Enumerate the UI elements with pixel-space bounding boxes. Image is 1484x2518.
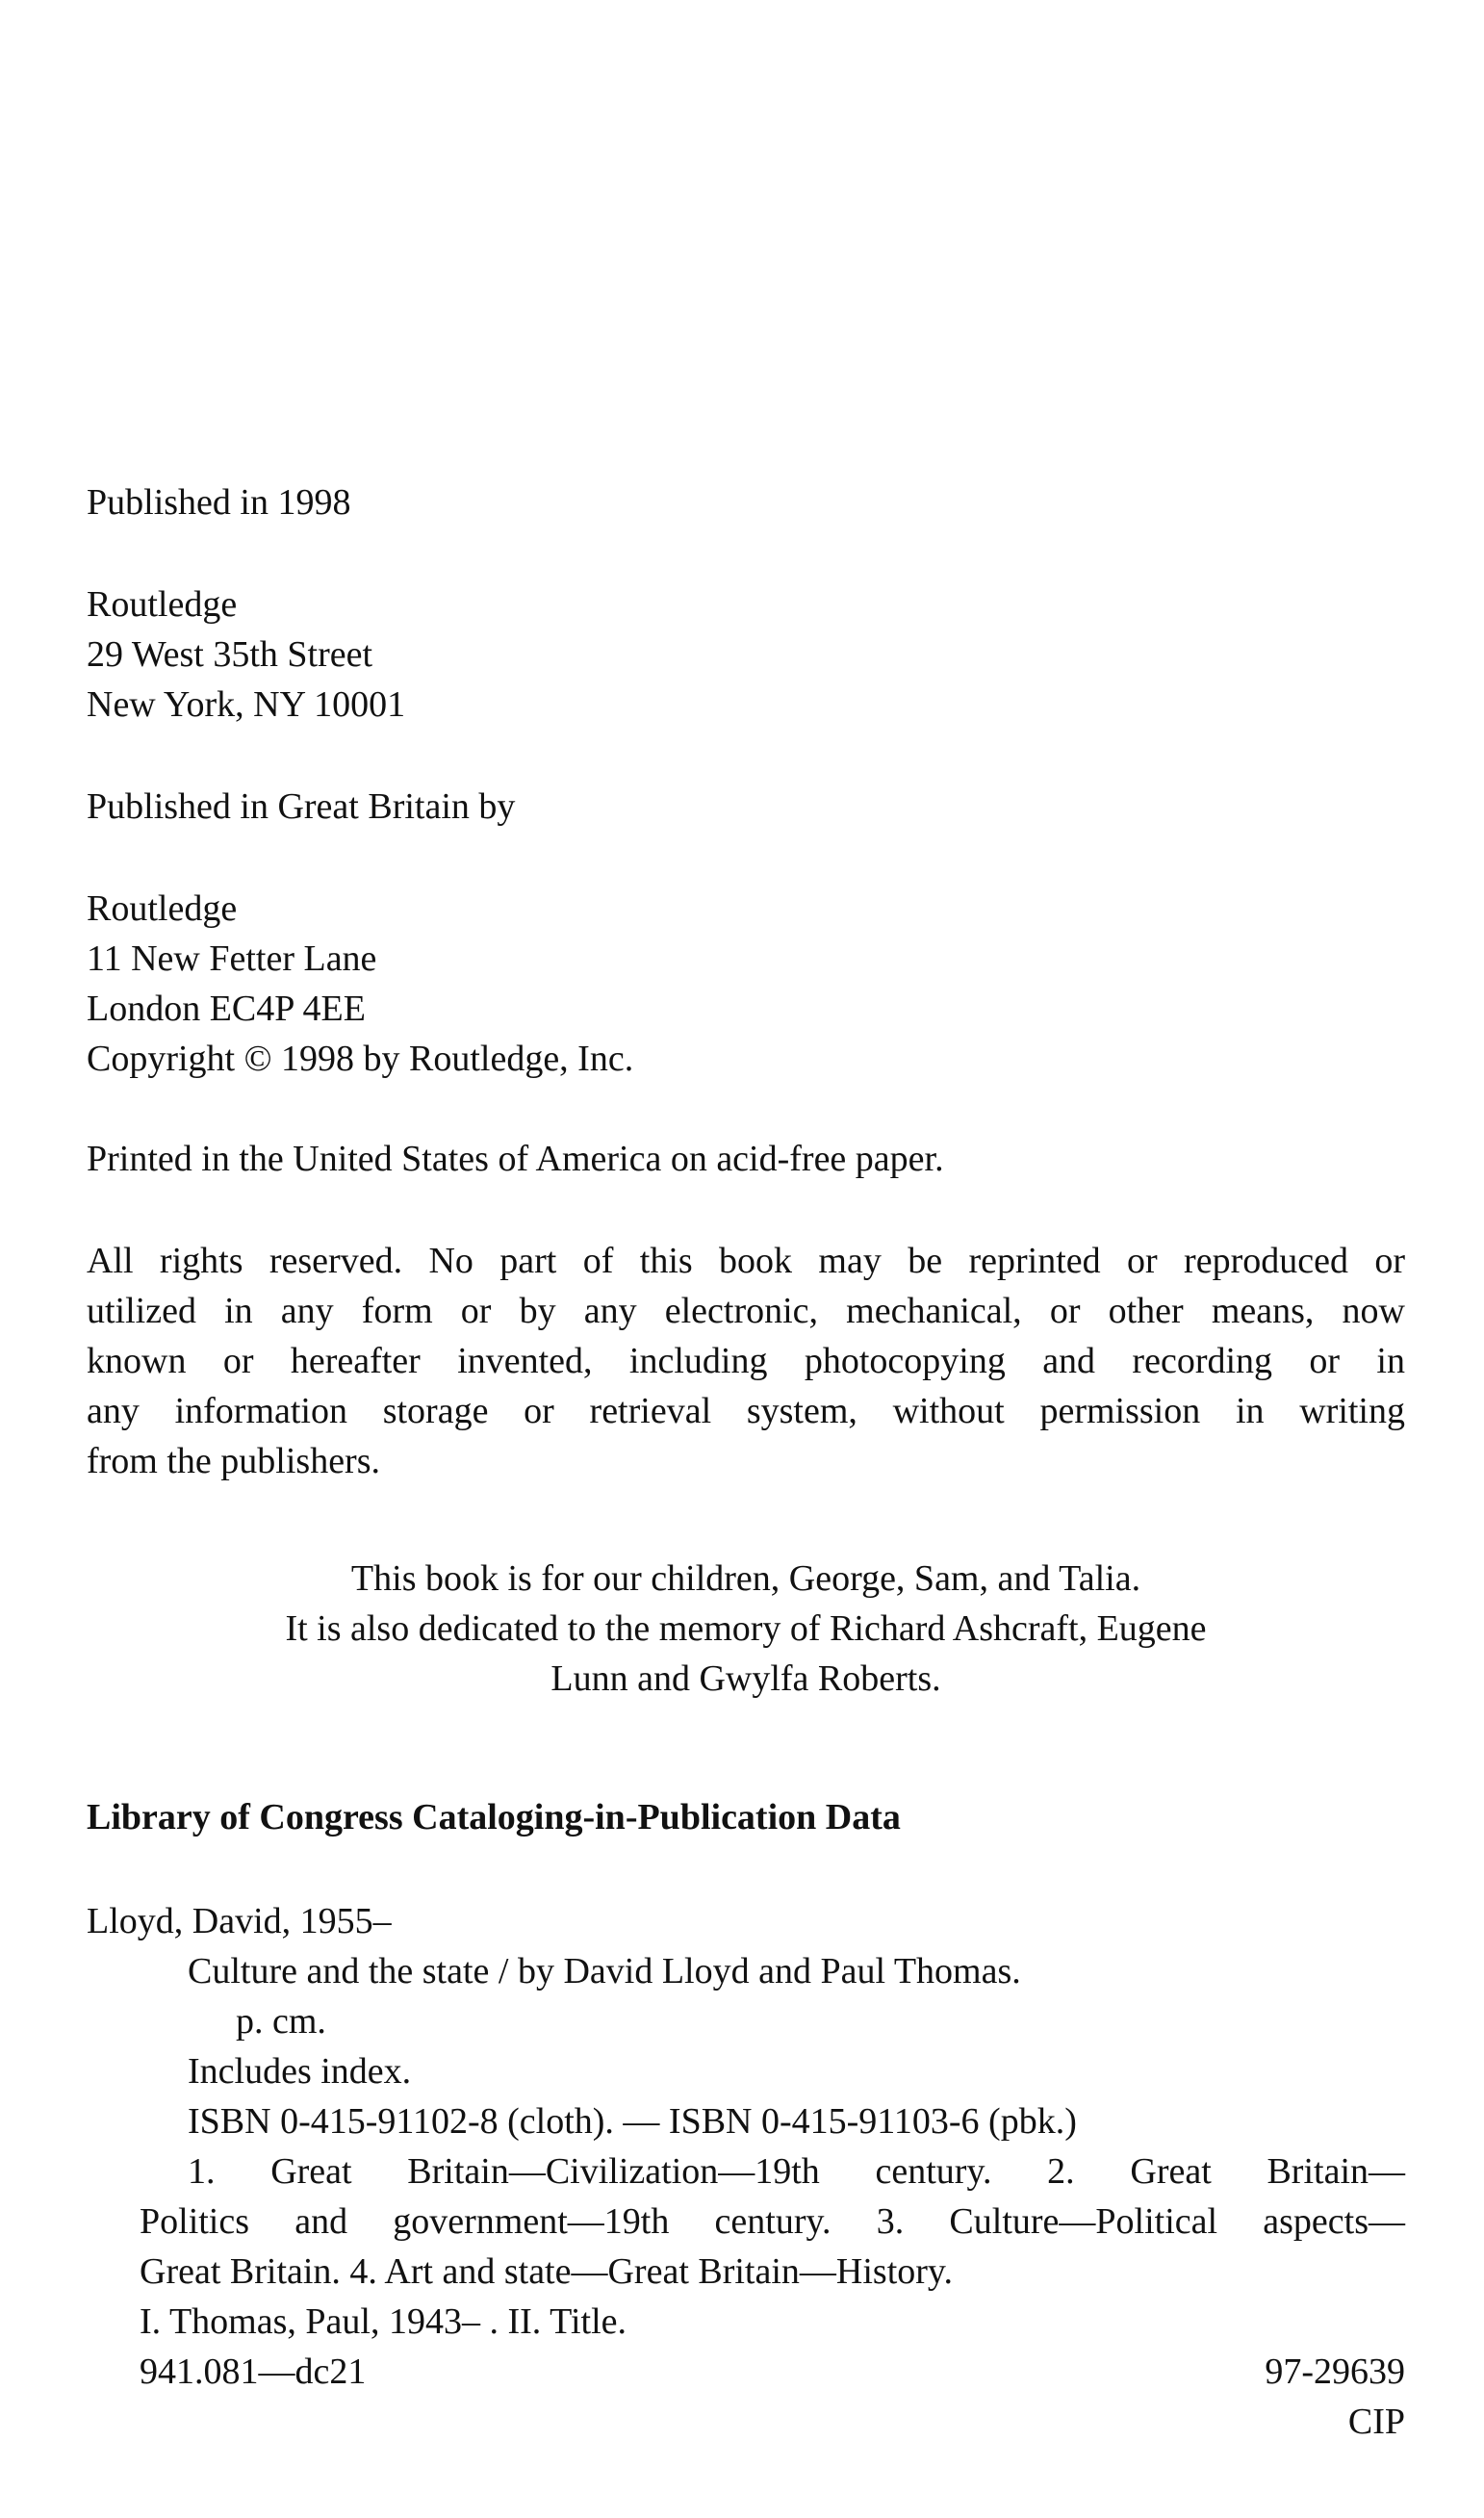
cip-isbn: ISBN 0-415-91102-8 (cloth). — ISBN 0-415-91103-6 (pbk.) (188, 2101, 1077, 2142)
gb-publisher-address (87, 884, 633, 1084)
rights-line: All rights reserved. No part of this book may be reprinted or reproduced or (87, 1241, 1405, 1281)
dedication-line: It is also dedicated to the memory of Richard Ashcraft, Eugene (285, 1608, 1207, 1649)
us-publisher-name: Routledge (87, 584, 238, 625)
rights-line: known or hereafter invented, including photocopying and recording or in (87, 1341, 1405, 1381)
gb-intro: Published in Great Britain by (87, 786, 516, 827)
cip-classification: 941.081—dc21 (140, 2351, 367, 2392)
printed-line: Printed in the United States of America on acid-free paper. (87, 1139, 944, 1179)
cip-subject-line: Politics and government—19th century. 3. Culture—Political aspects— (140, 2201, 1405, 2242)
cip-subject-line: Great Britain. 4. Art and state—Great Britain—History. (140, 2251, 953, 2292)
dedication-line: Lunn and Gwylfa Roberts. (550, 1658, 941, 1699)
copyright-line: Copyright © 1998 by Routledge, Inc. (87, 1039, 634, 1079)
gb-publisher-name: Routledge (87, 888, 238, 929)
cip-author: Lloyd, David, 1955– (87, 1901, 392, 1941)
rights-paragraph (87, 1236, 1405, 1486)
cip-title: Culture and the state / by David Lloyd and Paul Thomas. (188, 1951, 1021, 1991)
dedication (87, 1554, 1405, 1704)
rights-line: utilized in any form or by any electronic, mechanical, or other means, now (87, 1291, 1405, 1331)
cip-lccn: 97-29639 (1265, 2351, 1405, 2392)
us-street: 29 West 35th Street (87, 634, 373, 675)
cip-note: Includes index. (188, 2051, 412, 2092)
rights-line: from the publishers. (87, 1441, 381, 1481)
gb-street: 11 New Fetter Lane (87, 938, 377, 979)
published-line: Published in 1998 (87, 482, 351, 523)
gb-city: London EC4P 4EE (87, 989, 366, 1029)
cip-tag: CIP (1347, 2402, 1405, 2442)
us-city: New York, NY 10001 (87, 684, 406, 725)
dedication-line: This book is for our children, George, Sam, and Talia. (350, 1558, 1141, 1599)
rights-line: any information storage or retrieval system, without permission in writing (87, 1391, 1405, 1431)
cip-classification-row (87, 2347, 1405, 2397)
cip-added-entries: I. Thomas, Paul, 1943– . II. Title. (140, 2301, 627, 2342)
cip-heading: Library of Congress Cataloging-in-Publication Data (87, 1797, 901, 1837)
cip-record (87, 1896, 1405, 2447)
cip-subject-line: 1. Great Britain—Civilization—19th century. 2. Great Britain— (188, 2151, 1405, 2192)
us-publisher-address (87, 579, 405, 730)
cip-physical: p. cm. (236, 2001, 326, 2042)
